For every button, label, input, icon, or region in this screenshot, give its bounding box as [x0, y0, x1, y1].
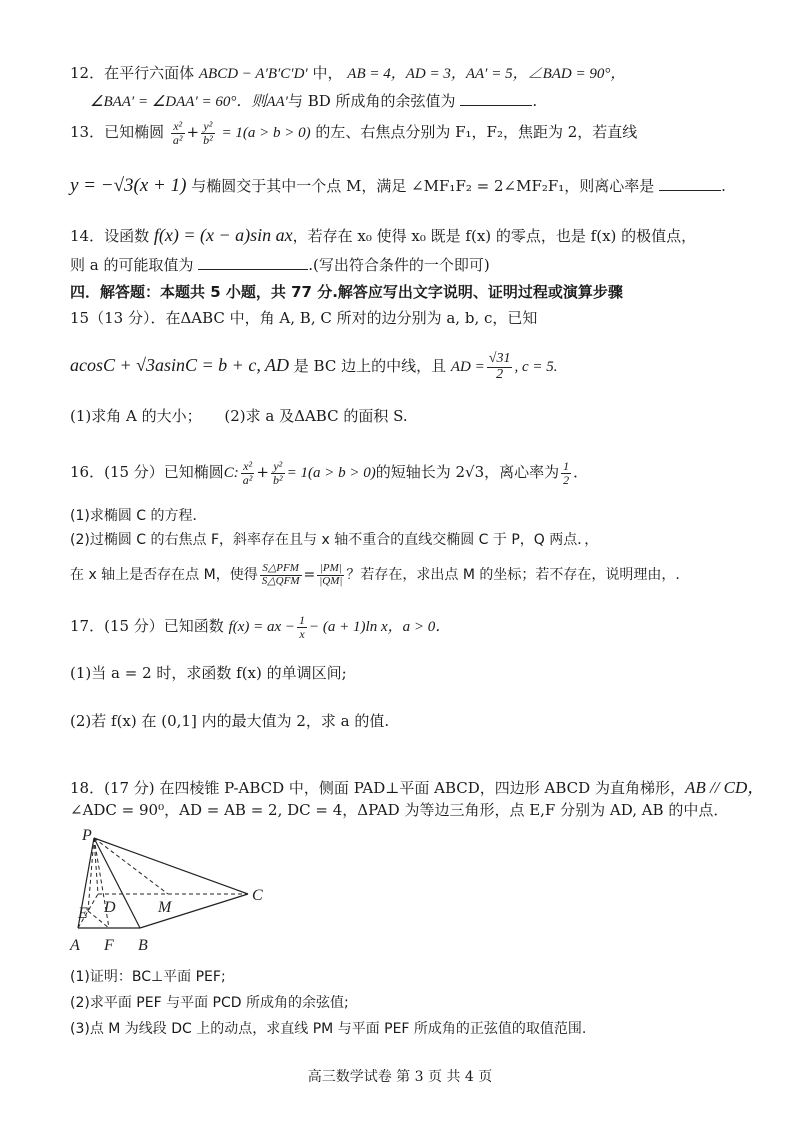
- question-14-line2: [70, 256, 750, 276]
- label-E: E: [78, 905, 88, 922]
- question-text: 中，: [312, 64, 343, 82]
- label-D: D: [104, 899, 116, 916]
- function-expression: f(x) = (x − a)sin ax: [153, 225, 293, 245]
- ellipse-condition: = 1(a > b > 0): [286, 465, 376, 482]
- plus-sign: +: [186, 123, 200, 142]
- denominator: 2: [496, 366, 504, 382]
- question-15-parts: [70, 407, 750, 427]
- question-13-line2: [70, 174, 750, 199]
- ellipse-label: C:: [223, 465, 239, 482]
- question-text: 则 a 的可能取值为: [70, 256, 194, 274]
- question-text: 在 x 轴上是否存在点 M，使得: [70, 567, 258, 584]
- line-equation: y = −√3(x + 1): [70, 175, 187, 196]
- reciprocal-fraction: [297, 614, 307, 640]
- numerator: y²: [271, 460, 285, 474]
- fraction-y: [201, 120, 215, 146]
- label-C: C: [252, 887, 263, 904]
- question-number: 12．: [70, 64, 105, 82]
- answer-blank[interactable]: [460, 93, 532, 106]
- denominator: S△QFM: [261, 574, 300, 587]
- question-12-line2: [90, 92, 770, 113]
- denominator: |QM|: [319, 574, 343, 587]
- edge-BC: [140, 894, 248, 928]
- question-text: 的左、右焦点分别为 F₁，F₂，焦距为 2，若直线: [315, 123, 638, 142]
- numerator: 1: [563, 459, 570, 473]
- ellipse-condition: = 1(a > b > 0): [221, 125, 311, 142]
- question-16-part2b: [70, 563, 750, 587]
- question-13: [70, 120, 750, 146]
- given-equation: acosC + √3asinC = b + c, AD: [70, 355, 289, 376]
- question-text: ？若存在，求出点 M 的坐标；若不存在，说明理由，.: [346, 567, 680, 584]
- denominator: b²: [203, 132, 213, 147]
- numerator: 1: [299, 613, 306, 627]
- answer-blank[interactable]: [659, 178, 721, 191]
- question-text: ，若存在 x₀ 使得 x₀ 既是 f(x) 的零点，也是 f(x) 的极值点，: [292, 227, 697, 245]
- page-footer: 高三数学试卷 第 3 页 共 4 页: [307, 1069, 493, 1085]
- question-18-line2: ∠ADC = 90⁰，AD = AB = 2, DC = 4，ΔPAD 为等边三角形，点 E,F 分别为 AD, AB 的中点．: [70, 801, 729, 819]
- question-17-part2: (2)若 f(x) 在 (0,1] 内的最大值为 2，求 a 的值.: [70, 712, 390, 730]
- punct: .: [532, 92, 538, 110]
- punct: ．: [573, 463, 589, 482]
- question-18-part1: (1)证明：BC⊥平面 PEF;: [70, 969, 226, 985]
- numerator: √31: [488, 351, 511, 366]
- function-rhs: − (a + 1)ln x，a > 0．: [309, 619, 451, 636]
- edge-PM: [94, 838, 168, 894]
- question-15: 15（13 分）．在ΔABC 中，角 A, B, C 所对的边分别为 a, b, c，已知: [70, 309, 538, 327]
- question-18-part2: (2)求平面 PEF 与平面 PCD 所成角的余弦值;: [70, 995, 349, 1011]
- edge-PE: [88, 838, 94, 911]
- c-value: , c = 5.: [514, 359, 558, 376]
- question-17-part1: (1)当 a = 2 时，求函数 f(x) 的单调区间;: [70, 664, 347, 682]
- part-1: (1)求角 A 的大小；: [70, 407, 202, 425]
- label-M: M: [158, 899, 172, 916]
- question-16-part2: (2)过椭圆 C 的右焦点 F，斜率存在且与 x 轴不重合的直线交椭圆 C 于 P，Q 两点．，: [70, 532, 599, 548]
- solid-name: ABCD − A′B′C′D′: [198, 66, 308, 82]
- question-text: 的短轴长为 2√3，离心率为: [375, 463, 560, 482]
- question-text: 16．(15 分）已知椭圆: [70, 463, 224, 482]
- fraction-y: [271, 460, 285, 486]
- part-2: (2)求 a 及ΔABC 的面积 S.: [224, 407, 408, 425]
- question-text: 18．(17 分) 在四棱锥 P-ABCD 中，侧面 PAD⊥平面 ABCD，四边形 ABCD 为直角梯形，: [70, 779, 685, 797]
- label-B: B: [138, 937, 148, 954]
- question-text: .(写出符合条件的一个即可): [308, 256, 490, 274]
- pyramid-figure: [60, 826, 280, 956]
- label-P: P: [82, 827, 92, 844]
- label-A: A: [70, 937, 80, 954]
- edge-PD: [94, 838, 98, 894]
- answer-blank[interactable]: [198, 257, 308, 270]
- denominator: b²: [272, 472, 283, 487]
- denominator: a²: [242, 472, 253, 487]
- fraction-x: [171, 120, 185, 146]
- question-16: 16．(15 分）已知椭圆C: $\frac{\text{x²}}{\text{a²}}$ + $\frac{\text{y²}}{\text{b²}}$ = 1(a > b > 0)的短轴长为 2√3，离心率为 $\frac{1}{2}$ ．: [70, 459, 589, 487]
- equals-sign: =: [303, 567, 316, 584]
- question-15-equation: [70, 352, 750, 382]
- fraction-x: [241, 460, 255, 486]
- question-text: 设函数: [104, 227, 150, 245]
- denominator: a²: [172, 132, 183, 147]
- function-lhs: f(x) = ax −: [228, 619, 296, 636]
- question-number: 14．: [70, 227, 105, 245]
- question-17: [70, 614, 750, 640]
- conditions: AB = 4，AD = 3，AA′ = 5，∠BAD = 90°，: [347, 66, 626, 82]
- section-heading: 四．解答题：本题共 5 小题，共 77 分.解答应写出文字说明、证明过程或演算步骤: [70, 283, 623, 301]
- ad-fraction: [487, 352, 513, 382]
- label-F: F: [104, 937, 114, 954]
- question-text: 与 BD 所成角的余弦值为: [287, 92, 456, 110]
- area-ratio: [260, 563, 302, 587]
- question-text: 17．(15 分）已知函数: [70, 617, 224, 636]
- numerator: S△PFM: [260, 563, 302, 576]
- numerator: |PM|: [317, 563, 344, 576]
- numerator: y²: [201, 120, 215, 134]
- punct: .: [721, 177, 726, 195]
- question-text: 是 BC 边上的中线，且: [293, 357, 447, 376]
- segment: AA′: [266, 94, 288, 110]
- question-text: 与椭圆交于其中一个点 M，满足 ∠MF₁F₂ = 2∠MF₂F₁，则离心率是: [191, 177, 655, 195]
- angle-conditions: ∠BAA′ = ∠DAA′ = 60°．则: [90, 94, 267, 110]
- distance-ratio: [317, 563, 344, 587]
- question-text: 在平行六面体: [104, 64, 195, 82]
- ad-label: AD =: [450, 359, 485, 376]
- denominator: 2: [563, 472, 570, 487]
- edge-PB: [94, 838, 140, 928]
- eccentricity-fraction: [561, 460, 571, 486]
- question-12: [70, 64, 750, 85]
- numerator: x²: [171, 120, 185, 134]
- numerator: x²: [241, 460, 255, 474]
- edge-PC: [94, 838, 248, 894]
- question-14: [70, 224, 750, 247]
- parallel-condition: AB // CD，: [684, 778, 765, 797]
- question-text: 已知椭圆: [104, 123, 165, 142]
- question-18: [70, 777, 765, 799]
- question-18-part3: (3)点 M 为线段 DC 上的动点，求直线 PM 与平面 PEF 所成角的正弦值的取值范围.: [70, 1021, 587, 1037]
- denominator: x: [299, 626, 305, 641]
- question-number: 13．: [70, 123, 105, 142]
- question-16-part1: (1)求椭圆 C 的方程．: [70, 508, 207, 524]
